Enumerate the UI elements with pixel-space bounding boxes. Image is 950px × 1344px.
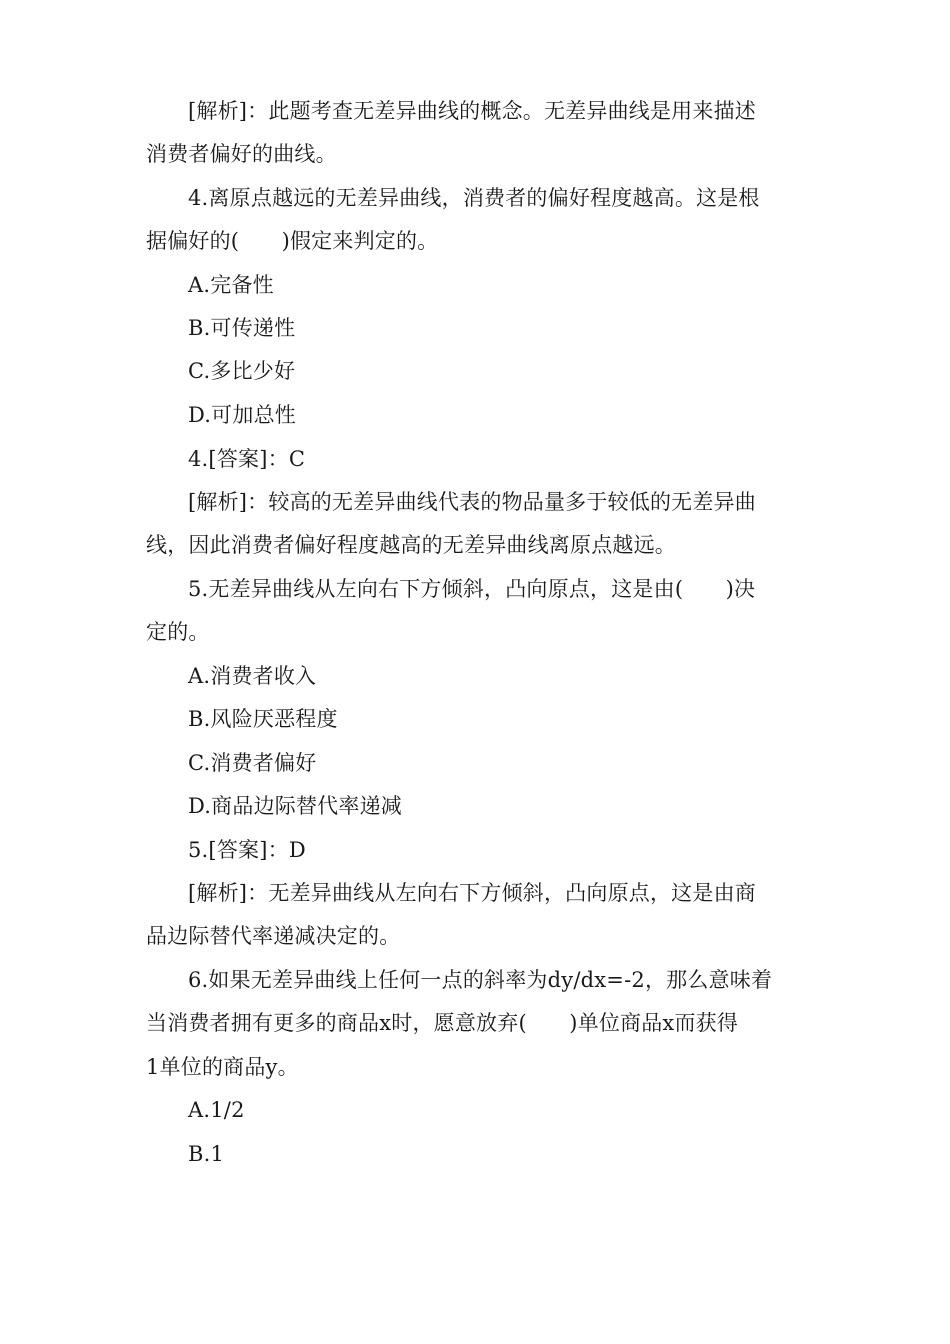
question-5-line-1: 5.无差异曲线从左向右下方倾斜，凸向原点，这是由( )决 (188, 577, 756, 601)
analysis-q3-line-1: [解析]：此题考查无差异曲线的概念。无差异曲线是用来描述 (188, 99, 756, 123)
q5-answer: 5.[答案]：D (188, 838, 306, 862)
q4-option-d: D.可加总性 (188, 403, 296, 427)
q5-option-b: B.风险厌恶程度 (188, 707, 338, 731)
question-4-line-2: 据偏好的( )假定来判定的。 (146, 229, 439, 253)
analysis-q5-line-2: 品边际替代率递减决定的。 (146, 924, 401, 948)
question-5-line-2: 定的。 (146, 620, 210, 644)
q5-option-a: A.消费者收入 (188, 664, 317, 688)
question-4-line-1: 4.离原点越远的无差异曲线，消费者的偏好程度越高。这是根 (188, 186, 760, 210)
q4-option-b: B.可传递性 (188, 316, 296, 340)
analysis-q5-line-1: [解析]：无差异曲线从左向右下方倾斜，凸向原点，这是由商 (188, 881, 756, 905)
analysis-q4-line-1: [解析]：较高的无差异曲线代表的物品量多于较低的无差异曲 (188, 490, 756, 514)
question-6-line-3: 1单位的商品y。 (146, 1055, 299, 1079)
q5-option-d: D.商品边际替代率递减 (188, 794, 402, 818)
q4-option-c: C.多比少好 (188, 359, 296, 383)
q6-option-b: B.1 (188, 1142, 225, 1166)
q4-answer: 4.[答案]：C (188, 447, 306, 471)
q4-option-a: A.完备性 (188, 273, 274, 297)
q6-option-a: A.1/2 (188, 1098, 245, 1122)
q5-option-c: C.消费者偏好 (188, 751, 317, 775)
analysis-q4-line-2: 线，因此消费者偏好程度越高的无差异曲线离原点越远。 (146, 533, 676, 557)
question-6-line-2: 当消费者拥有更多的商品x时，愿意放弃( )单位商品x而获得 (146, 1011, 739, 1035)
question-6-line-1: 6.如果无差异曲线上任何一点的斜率为dy/dx=-2，那么意味着 (188, 968, 773, 992)
analysis-q3-line-2: 消费者偏好的曲线。 (146, 142, 337, 166)
